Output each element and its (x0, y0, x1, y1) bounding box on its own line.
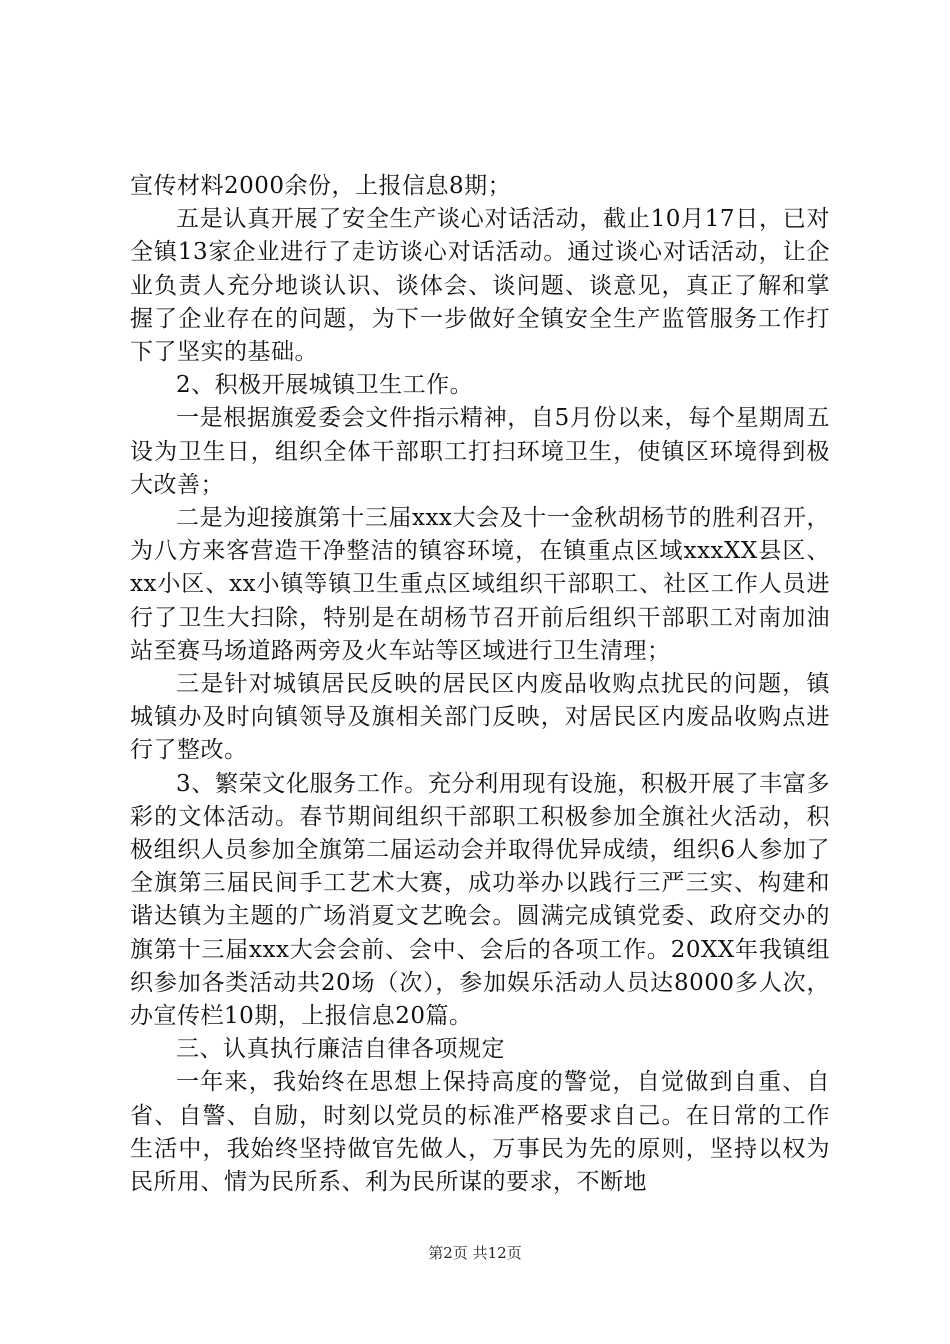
paragraph-5: 二是为迎接旗第十三届xxx大会及十一金秋胡杨节的胜利召开，为八方来客营造干净整洁的镇容环境，在镇重点区域xxxXX县区、xx小区、xx小镇等镇卫生重点区域组织干部职工、社区工作人员进行了卫生大扫除，特别是在胡杨节召开前后组织干部职工对南加油站至赛马场道路两旁及火车站等区域进行卫生清理； (130, 505, 830, 664)
paragraph-7: 3、繁荣文化服务工作。充分利用现有设施，积极开展了丰富多彩的文体活动。春节期间组织干部职工积极参加全旗社火活动，积极组织人员参加全旗第二届运动会并取得优异成绩，组织6人参加了全旗第三届民间手工艺术大赛，成功举办以践行三严三实、构建和谐达镇为主题的广场消夏文艺晚会。圆满完成镇党委、政府交办的旗第十三届xxx大会会前、会中、会后的各项工作。20XX年我镇组织参加各类活动共20场（次），参加娱乐活动人员达8000多人次，办宣传栏10期，上报信息20篇。 (130, 770, 830, 1030)
paragraph-3-heading: 2、积极开展城镇卫生工作。 (176, 372, 474, 399)
paragraph-2: 五是认真开展了安全生产谈心对话活动，截止10月17日，已对全镇13家企业进行了走访谈心对话活动。通过谈心对话活动，让企业负责人充分地谈认识、谈体会、谈问题、谈意见，真正了解和掌握了企业存在的问题，为下一步做好全镇安全生产监管服务工作打下了坚实的基础。 (130, 206, 830, 366)
paragraph-1: 宣传材料2000余份，上报信息8期； (130, 173, 512, 199)
paragraph-8-heading: 三、认真执行廉洁自律各项规定 (176, 1036, 505, 1063)
page-footer: 第2页 共12页 (428, 1244, 522, 1262)
paragraph-9: 一年来，我始终在思想上保持高度的警觉，自觉做到自重、自省、自警、自励，时刻以党员的标准严格要求自己。在日常的工作生活中，我始终坚持做官先做人，万事民为先的原则，坚持以权为民所用、情为民所系、利为民所谋的要求，不断地 (130, 1069, 830, 1196)
document-body (130, 170, 830, 1199)
paragraph-6: 三是针对城镇居民反映的居民区内废品收购点扰民的问题，镇城镇办及时向镇领导及旗相关部门反映，对居民区内废品收购点进行了整改。 (130, 671, 830, 764)
paragraph-4: 一是根据旗爱委会文件指示精神，自5月份以来，每个星期周五设为卫生日，组织全体干部职工打扫环境卫生，使镇区环境得到极大改善； (130, 405, 830, 498)
